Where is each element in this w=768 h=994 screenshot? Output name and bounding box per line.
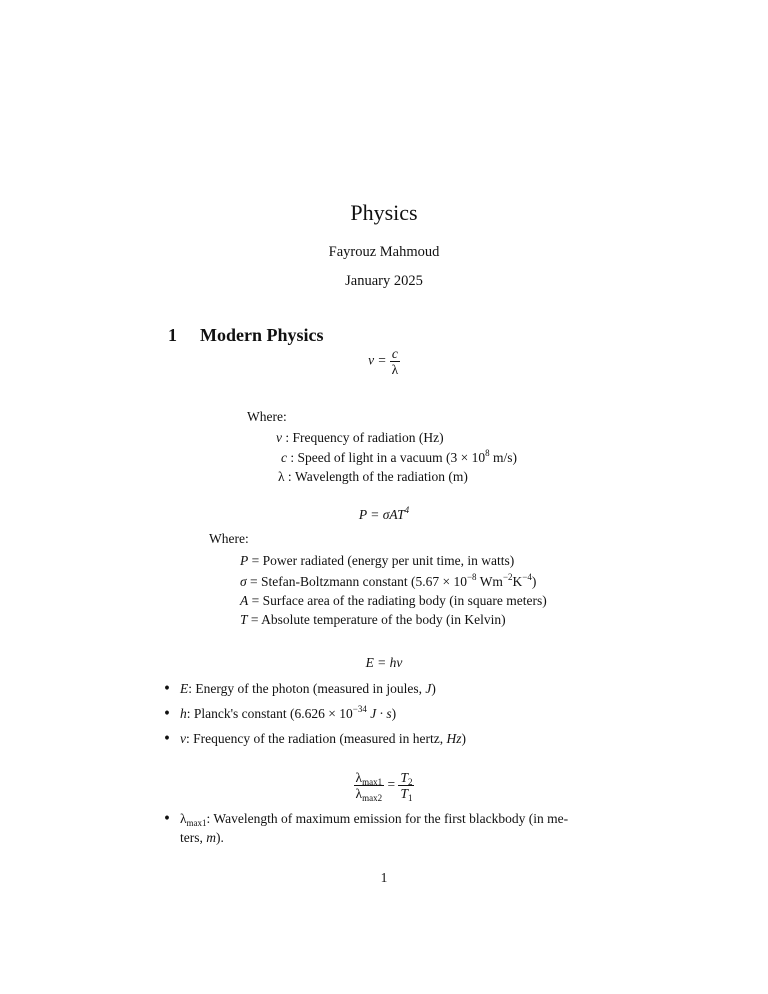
def-text: = Stefan-Boltzmann constant (5.67 × 10 <box>246 574 467 589</box>
document-author: Fayrouz Mahmoud <box>328 244 440 260</box>
def-tail: ) <box>531 574 537 589</box>
item-text: : Wavelength of maximum emission for the first blackbody (in me- <box>206 811 569 826</box>
eq4-sub: max1 <box>362 777 383 787</box>
document-date: January 2025 <box>345 273 423 289</box>
eq1-fraction <box>390 346 400 377</box>
def-exponent: 8 <box>485 448 490 458</box>
section-heading <box>168 325 324 346</box>
eq2-text: P = σAT <box>358 507 405 522</box>
item-text: : Planck's constant (6.626 × 10 <box>186 706 353 721</box>
def-unit: K <box>512 574 523 589</box>
eq4-lambda: λ <box>355 770 363 785</box>
item-symbol: h <box>180 706 187 721</box>
def-text: = Absolute temperature of the body (in Kelvin) <box>247 612 506 627</box>
item-tail: ) <box>461 731 467 746</box>
item-tail: ) <box>431 681 436 696</box>
item-sub: max1 <box>186 818 207 828</box>
def-text: : Frequency of radiation (Hz) <box>282 430 444 445</box>
item-text: ters, <box>180 830 207 845</box>
bullet-icon: • <box>163 706 171 722</box>
section-number: 1 <box>168 325 177 345</box>
where-label-1: Where: <box>247 409 287 424</box>
def-text: : Wavelength of the radiation (m) <box>284 469 468 484</box>
def-unit: Wm <box>476 574 503 589</box>
eq1-lhs: ν = <box>368 352 387 368</box>
item-symbol: E <box>180 681 189 696</box>
eq4-lambda: λ <box>355 786 363 801</box>
definition-c <box>281 450 517 466</box>
bullet-icon: • <box>163 681 171 697</box>
def-text: : Speed of light in a vacuum (3 × 10 <box>287 450 486 465</box>
item-symbol: λ <box>180 811 187 826</box>
equation-photon-energy: E = hν <box>365 655 403 670</box>
bullet-item-nu <box>180 731 466 747</box>
eq2-exponent: 4 <box>404 505 410 515</box>
def-exponent: −2 <box>502 572 513 582</box>
bullet-item-E <box>180 681 436 697</box>
bullet-item-lambda-max1-cont <box>180 830 224 846</box>
def-symbol: T <box>240 612 248 627</box>
def-symbol: σ <box>240 574 247 589</box>
eq4-equals: = <box>387 776 396 792</box>
section-title: Modern Physics <box>200 325 324 345</box>
eq4-T: T <box>400 786 408 801</box>
def-exponent: −4 <box>522 572 532 582</box>
eq4-sub: max2 <box>362 793 383 803</box>
eq4-lhs-fraction <box>354 770 385 801</box>
item-unit: J <box>425 681 432 696</box>
eq4-rhs-fraction <box>398 770 414 801</box>
item-unit: Hz <box>446 731 462 746</box>
definition-lambda <box>278 469 468 485</box>
item-exponent: −34 <box>352 704 367 714</box>
item-symbol: ν <box>180 731 186 746</box>
item-tail: ) <box>391 706 397 721</box>
bullet-icon: • <box>163 811 171 827</box>
def-text: = Surface area of the radiating body (in square meters) <box>248 593 547 608</box>
equation-stefan-boltzmann <box>0 507 768 523</box>
item-unit: m <box>206 830 216 845</box>
eq4-sub: 1 <box>407 793 413 803</box>
eq4-T: T <box>400 770 408 785</box>
definition-nu <box>276 430 444 446</box>
bullet-icon: • <box>163 731 171 747</box>
eq1-numerator: c <box>391 346 398 361</box>
bullet-item-h <box>180 706 396 722</box>
equation-frequency <box>0 346 768 377</box>
def-text: = Power radiated (energy per unit time, in watts) <box>248 553 515 568</box>
page-number: 1 <box>380 870 388 885</box>
where-label-2: Where: <box>209 531 249 546</box>
definition-sigma <box>240 574 536 590</box>
def-tail: m/s) <box>489 450 517 465</box>
item-tail: ). <box>216 830 224 845</box>
def-symbol: A <box>240 593 249 608</box>
item-unit: J · s <box>366 706 392 721</box>
def-symbol: P <box>240 553 249 568</box>
eq1-denominator: λ <box>391 362 399 377</box>
definition-T <box>240 612 506 628</box>
def-symbol: ν <box>276 430 282 445</box>
eq4-sub: 2 <box>407 777 413 787</box>
def-exponent: −8 <box>466 572 477 582</box>
item-text: : Frequency of the radiation (measured in hertz, <box>186 731 447 746</box>
definition-A <box>240 593 547 609</box>
document-title: Physics <box>350 200 418 225</box>
def-symbol: λ <box>278 469 285 484</box>
item-text: : Energy of the photon (measured in joules, <box>188 681 426 696</box>
def-symbol: c <box>281 450 287 465</box>
definition-P <box>240 553 514 569</box>
bullet-item-lambda-max1 <box>180 811 568 827</box>
equation-wien-ratio <box>0 770 768 801</box>
